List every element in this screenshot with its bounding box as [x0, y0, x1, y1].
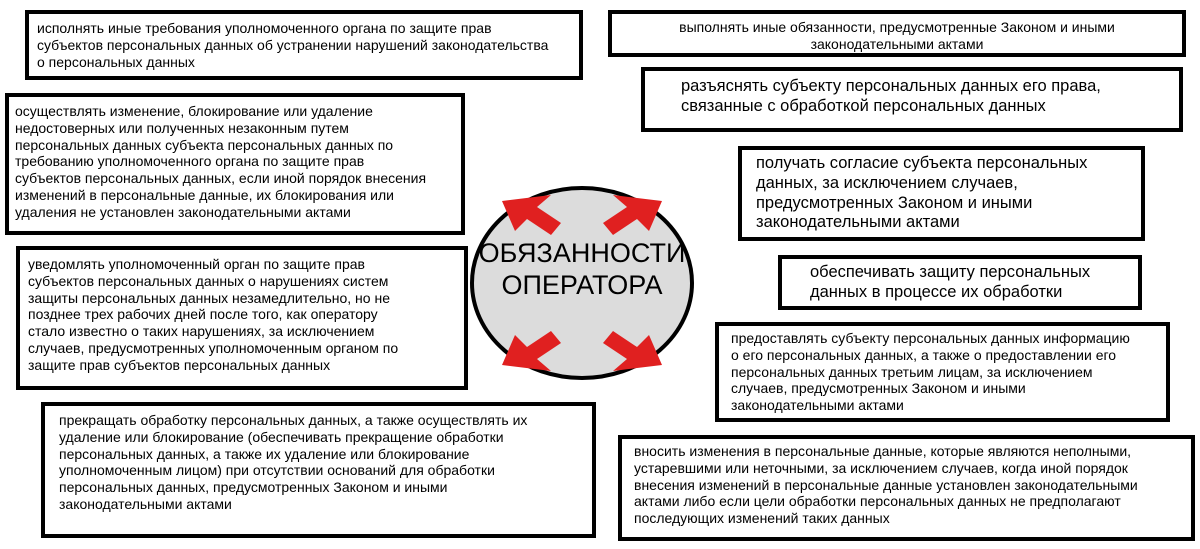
duty-box-explain-rights — [641, 67, 1183, 132]
duty-text: получать согласие субъекта персональных данных, за исключением случаев, предусмотренных Законом и иными законодательными актами — [756, 154, 1088, 232]
duty-text: обеспечивать защиту персональных данных в процессе их обработки — [810, 263, 1091, 301]
duty-box-obtain-consent — [738, 146, 1145, 241]
duty-box-enforce-requirements — [25, 10, 583, 80]
duty-text: выполнять иные обязанности, предусмотренные Законом и иными законодательными актами — [679, 19, 1115, 52]
duty-text: уведомлять уполномоченный орган по защите прав субъектов персональных данных о нарушениях систем защиты персональных данных незамедлительно, но не позднее трех рабочих дней после того, как оператору стало известно о таких нарушениях, за исключением случаев, предусмотренных уполномоченным органом по защите прав субъектов персональных данных — [28, 256, 399, 373]
duty-text: вносить изменения в персональные данные, которые являются неполными, устаревшими или неточными, за исключением случаев, когда иной порядок внесения изменений в персональные данные установлен законодательными актами либо если цели обработки персональных данных не предполагают последующих изменений таких данных — [634, 443, 1138, 527]
duty-box-provide-information — [715, 322, 1170, 422]
duty-box-correct-block-delete — [5, 93, 465, 235]
duty-text: осуществлять изменение, блокирование или удаление недостоверных или полученных незаконным путем персональных данных субъекта персональных данных по требованию уполномоченного органа по защите прав субъектов персональных данных, если иной порядок внесения изменений в персональные данные, их блокирования или удаления не установлен законодательными актами — [15, 103, 427, 220]
duty-box-notify-breach — [16, 246, 468, 390]
duty-box-stop-processing — [41, 402, 596, 538]
center-title: ОБЯЗАННОСТИ ОПЕРАТОРА — [478, 238, 686, 301]
duty-box-other-obligations — [608, 10, 1186, 57]
duty-text: прекращать обработку персональных данных, а также осуществлять их удаление или блокирование (обеспечивать прекращение обработки персональных данных, а также их удаление или блокирование уполномоченным лицом) при отсутствии оснований для обработки персональных данных, предусмотренных Законом и иными законодательными актами — [59, 412, 528, 512]
duty-text: исполнять иные требования уполномоченного органа по защите прав субъектов персональных данных об устранении нарушений законодательства о персональных данных — [37, 20, 549, 70]
duty-box-ensure-protection — [778, 255, 1142, 310]
duty-text: предоставлять субъекту персональных данных информацию о его персональных данных, а также о предоставлении его персональных данных третьим лицам, за исключением случаев, предусмотренных Законом и иными законодательными актами — [731, 330, 1130, 414]
duty-text: разъяснять субъекту персональных данных его права, связанные с обработкой персональных данных — [681, 77, 1101, 115]
duty-box-make-changes — [618, 435, 1195, 541]
